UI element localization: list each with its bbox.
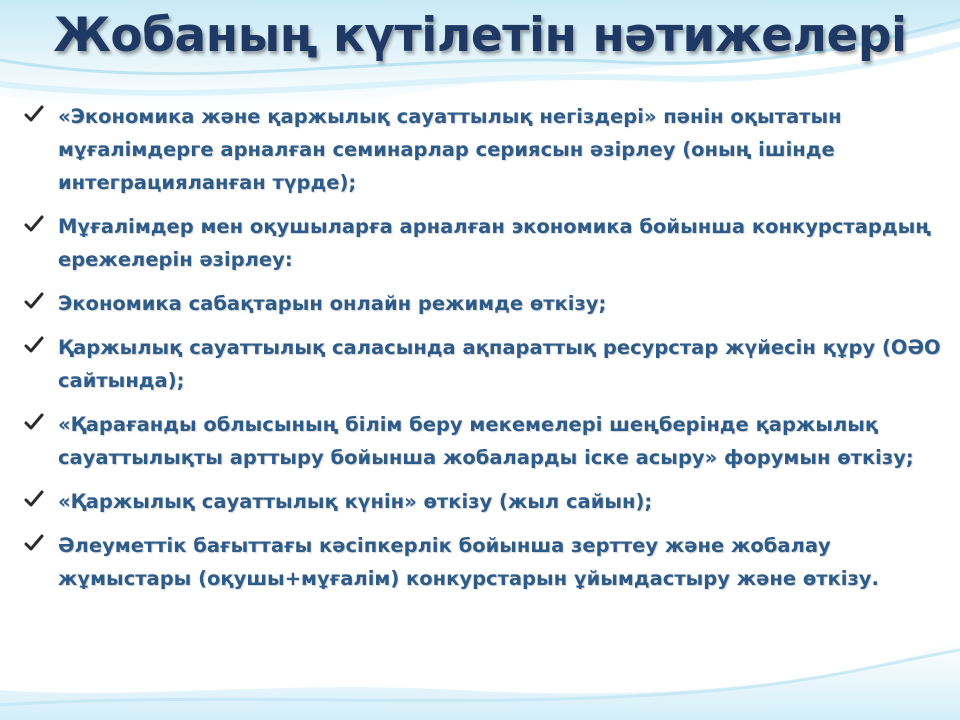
list-item bbox=[24, 529, 944, 595]
checkmark-icon bbox=[24, 214, 44, 234]
checkmark-icon bbox=[24, 104, 44, 124]
list-item bbox=[24, 408, 944, 474]
checkmark-icon bbox=[24, 335, 44, 355]
slide-title: Жобаның күтілетін нәтижелері bbox=[53, 8, 907, 63]
list-item-text: Қаржылық сауаттылық саласында ақпараттық ресурстар жүйесін құру (ОӘО сайтында); bbox=[58, 336, 941, 392]
list-item bbox=[24, 331, 944, 397]
list-item bbox=[24, 287, 944, 320]
list-item-text: «Экономика және қаржылық сауаттылық негіздері» пәнін оқытатын мұғалімдерге арналған семинарлар сериясын әзірлеу (оның ішінде интеграцияланған түрде); bbox=[58, 105, 842, 194]
list-item-text: «Қарағанды облысының білім беру мекемелері шеңберінде қаржылық сауаттылықты арттыру бойынша жобаларды іске асыру» форумын өткізу; bbox=[58, 413, 914, 469]
checkmark-icon bbox=[24, 533, 44, 553]
results-list bbox=[24, 100, 944, 606]
list-item-text: Әлеуметтік бағыттағы кәсіпкерлік бойынша зерттеу және жобалау жұмыстары (оқушы+мұғалім) конкурстарын ұйымдастыру және өткізу. bbox=[58, 534, 879, 590]
list-item-text: Экономика сабақтарын онлайн режимде өткізу; bbox=[58, 292, 607, 315]
checkmark-icon bbox=[24, 412, 44, 432]
bottom-wave bbox=[0, 640, 960, 720]
list-item-text: «Қаржылық сауаттылық күнін» өткізу (жыл сайын); bbox=[58, 490, 653, 513]
list-item bbox=[24, 485, 944, 518]
list-item bbox=[24, 210, 944, 276]
checkmark-icon bbox=[24, 489, 44, 509]
list-item bbox=[24, 100, 944, 199]
list-item-text: Мұғалімдер мен оқушыларға арналған экономика бойынша конкурстардың ережелерін әзірлеу: bbox=[58, 215, 931, 271]
checkmark-icon bbox=[24, 291, 44, 311]
